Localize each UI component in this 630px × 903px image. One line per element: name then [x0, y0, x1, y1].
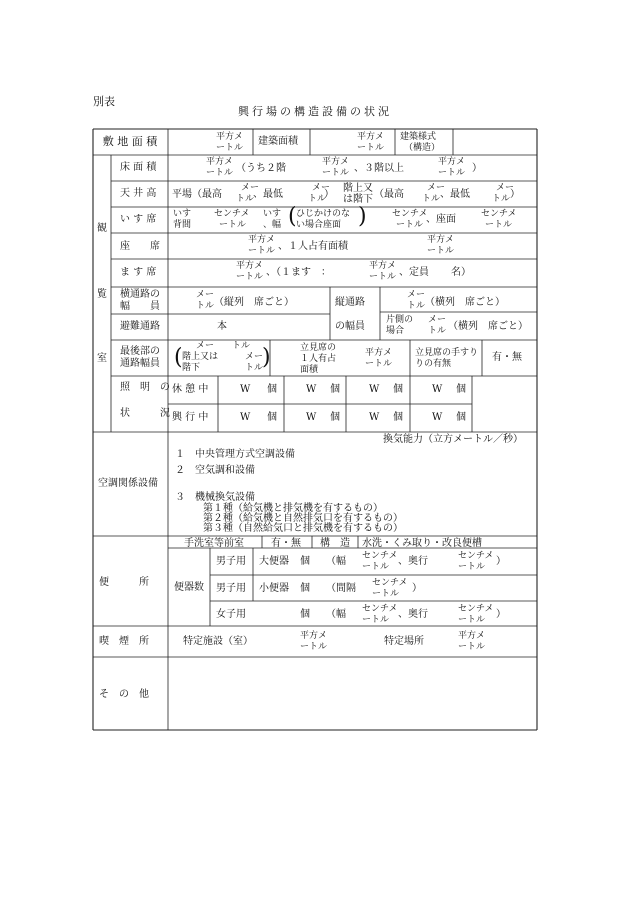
female-label: 女子用: [216, 609, 246, 620]
unit-cm: ートル: [458, 615, 486, 625]
smoking-label: 喫 煙 所: [99, 636, 149, 647]
unit-sqm: 平方メ: [300, 631, 328, 641]
unit-cm: ートル: [219, 220, 247, 230]
count-unit: 個: [267, 384, 277, 395]
unit-sqm: 平方メ: [248, 235, 276, 245]
unit-cm: センチメ: [362, 604, 398, 614]
unit-sqm: ートル: [427, 246, 455, 256]
male-label: 男子用: [216, 556, 246, 567]
unit-sqm: 平方メ: [365, 348, 393, 358]
wash-room: 手洗室等前室: [184, 538, 244, 549]
unit-sqm: ートル: [300, 642, 328, 652]
unit-sqm: 平方メ: [206, 157, 234, 167]
unit-sqm: ートル: [369, 272, 397, 282]
ceiling-upper-max: （最高: [374, 189, 404, 200]
close-paren: ）: [496, 609, 506, 620]
evac-value: 本: [217, 321, 227, 332]
building-style-label: （構造）: [404, 143, 441, 153]
count-unit: 個: [393, 384, 403, 395]
audience-room-label: 観: [97, 223, 107, 234]
unit-m: メー: [241, 183, 260, 193]
ac-item-3: ３ 機械換気設備: [175, 492, 255, 503]
unit-sqm: 平方メ: [236, 261, 264, 271]
unit-sqm: 平方メ: [357, 132, 385, 142]
piece-unit: 個: [300, 556, 310, 567]
last-upper: 階上又は: [182, 352, 219, 362]
floor-note: 、３階以上: [354, 163, 404, 174]
armless-text: ひじかけのな: [296, 209, 351, 219]
unit-sqm: ートル: [322, 168, 350, 178]
unit-m: トル: [428, 326, 447, 336]
piece-unit: 個: [300, 609, 310, 620]
last-upper: 階下: [182, 363, 201, 373]
building-area-label: 建築面積: [258, 136, 298, 147]
show-label: 興 行 中: [172, 412, 209, 423]
unit-m: メー: [196, 290, 215, 300]
ac-item-2: ２ 空気調和設備: [175, 465, 255, 476]
count-unit: 個: [330, 412, 340, 423]
watt-unit: W: [240, 384, 251, 395]
count-unit: 個: [267, 412, 277, 423]
last-aisle-label: 最後部の: [120, 346, 160, 357]
unit-sqm: 平方メ: [216, 132, 244, 142]
ceiling-min: 、最低: [440, 189, 470, 200]
vaisle-label: 縦通路: [335, 297, 365, 308]
ceiling-upper: は階下: [343, 194, 373, 205]
lighting-label: 照 明 の: [120, 382, 170, 393]
unit-m: トル: [407, 301, 426, 311]
unit-m: トル: [236, 194, 255, 204]
seat-text: いす: [263, 209, 282, 219]
attachment-label: 別表: [93, 95, 115, 108]
unit-cm: ートル: [372, 589, 400, 599]
depth: 、奥行: [398, 556, 428, 567]
unit-cm: ートル: [396, 220, 424, 230]
rail-label: 立見席の手すり: [415, 348, 479, 358]
watt-unit: W: [369, 412, 380, 423]
unit-cm: センチメ: [458, 604, 494, 614]
seat-text: いす: [173, 209, 192, 219]
unit-sqm: 平方メ: [369, 261, 397, 271]
count-unit: 個: [330, 384, 340, 395]
interval: （間隔: [326, 583, 356, 594]
width-open: （幅: [326, 609, 346, 620]
unit-m: トル: [308, 194, 327, 204]
unit-sqm: ートル: [365, 359, 393, 369]
unit-cm: センチメ: [458, 551, 494, 561]
armless-text: い場合座面: [296, 220, 342, 230]
small-label: 小便器: [259, 583, 289, 594]
unit-m: トル: [422, 194, 441, 204]
per-person: 、１人占有面積: [278, 241, 348, 252]
vaisle-rows: （横列 席ごと）: [425, 297, 505, 308]
unit-sqm: 平方メ: [458, 631, 486, 641]
specified-facility: 特定施設（室）: [183, 636, 253, 647]
unit-cm: センチメ: [481, 209, 517, 219]
seat-area-label: 座 席: [120, 241, 160, 252]
lighting-label: 状 況: [120, 408, 170, 419]
ac-label: 空調関係設備: [98, 478, 158, 489]
aisle-rows: （縦列 席ごと）: [214, 297, 294, 308]
unit-sqm: ートル: [216, 143, 244, 153]
seats-label: い す 席: [120, 214, 157, 225]
unit-cm: センチメ: [362, 551, 398, 561]
unit-sqm: ートル: [206, 168, 234, 178]
width-open: （幅: [326, 556, 346, 567]
bracket-close: ): [262, 345, 271, 370]
unit-m: メー: [312, 183, 331, 193]
standing-label: １人有占: [300, 354, 337, 364]
unit-m: メー: [428, 315, 447, 325]
one-side: 場合: [386, 326, 405, 336]
close-paren: ）: [472, 163, 482, 174]
ac-item-3c: 第３種（自然給気口と排気機を有するもの）: [203, 523, 403, 534]
ac-item-1: １ 中央管理方式空調設備: [175, 449, 295, 460]
unit-sqm: ートル: [248, 246, 276, 256]
male-label: 男子用: [216, 583, 246, 594]
specified-place: 特定場所: [384, 636, 424, 647]
fixtures-label: 便器数: [174, 582, 204, 593]
count-unit: 個: [456, 384, 466, 395]
unit-m: トル: [245, 363, 264, 373]
unit-sqm: ートル: [458, 642, 486, 652]
unit-m: トル: [492, 194, 511, 204]
last-aisle-label: 通路幅員: [120, 358, 160, 369]
bracket-close: ): [358, 204, 367, 229]
count-unit: 個: [456, 412, 466, 423]
unit-sqm: ートル: [236, 272, 264, 282]
box-per: 、（１ます ：: [266, 267, 331, 278]
standing-label: 面積: [300, 365, 319, 375]
rest-label: 休 憩 中: [172, 384, 209, 395]
unit-sqm: ートル: [438, 168, 466, 178]
ceiling-upper: 階上又: [343, 183, 373, 194]
unit-cm: センチメ: [372, 578, 408, 588]
ceiling-min: 、最低: [253, 189, 283, 200]
standing-label: 立見席の: [300, 343, 337, 353]
watt-unit: W: [432, 412, 443, 423]
seat-surface: 、座面: [426, 214, 456, 225]
toilet-label: 便 所: [99, 577, 149, 588]
unit-sqm: ートル: [357, 143, 385, 153]
ac-item-3b: 第２種（給気機と自然排気口を有するもの）: [203, 513, 403, 524]
capacity-unit: 名）: [451, 267, 471, 278]
bracket-open: (: [288, 204, 297, 229]
structure-label: 構 造: [320, 538, 350, 549]
unit-m: メー: [407, 290, 426, 300]
count-unit: 個: [393, 412, 403, 423]
unit-m: メー: [496, 183, 515, 193]
watt-unit: W: [240, 412, 251, 423]
ceiling-label: 天 井 高: [120, 188, 157, 199]
unit-sqm: 平方メ: [427, 235, 455, 245]
vaisle-rows: （横列 席ごと）: [448, 321, 528, 332]
unit-m: メー: [427, 183, 446, 193]
rail-label: りの有無: [415, 359, 452, 369]
site-area-label: 敷 地 面 積: [102, 135, 158, 148]
close-paren: ）: [324, 189, 334, 200]
unit-cm: ートル: [485, 220, 513, 230]
unit-m: トル: [232, 341, 251, 351]
seat-text: 背間: [173, 220, 192, 230]
ceiling-flat: 平場（最高: [172, 189, 222, 200]
vaisle-label: の幅員: [335, 321, 365, 332]
close-paren: ）: [510, 189, 520, 200]
unit-cm: ートル: [362, 562, 390, 572]
other-label: そ の 他: [99, 689, 149, 700]
watt-unit: W: [432, 384, 443, 395]
box-seats-label: ま す 席: [120, 267, 157, 278]
unit-m: メー: [196, 341, 215, 351]
aisle-label: 幅 員: [120, 301, 160, 312]
aisle-label: 横通路の: [120, 289, 160, 300]
unit-cm: センチメ: [214, 209, 250, 219]
watt-unit: W: [369, 384, 380, 395]
large-label: 大便器: [259, 556, 289, 567]
ac-item-3a: 第１種（給気機と排気機を有するもの）: [203, 503, 383, 514]
yes-no: 有・無: [492, 352, 522, 363]
audience-room-label: 室: [97, 353, 107, 364]
depth: 、奥行: [398, 609, 428, 620]
bracket-open: (: [174, 345, 183, 370]
toilet-type: 水洗・くみ取り・改良便槽: [362, 538, 482, 549]
watt-unit: W: [306, 384, 317, 395]
piece-unit: 個: [300, 583, 310, 594]
close-paren: ）: [496, 556, 506, 567]
audience-room-label: 覧: [97, 289, 107, 300]
vent-capacity: 換気能力（立方メートル／秒）: [383, 434, 523, 445]
floor-note: （うち２階: [236, 163, 286, 174]
watt-unit: W: [306, 412, 317, 423]
unit-cm: ートル: [362, 615, 390, 625]
document-title: 興行場の構造設備の状況: [238, 105, 392, 118]
yes-no: 有・無: [271, 538, 301, 549]
unit-sqm: 平方メ: [438, 157, 466, 167]
building-style-label: 建築様式: [400, 132, 437, 142]
floor-area-label: 床 面 積: [120, 162, 157, 173]
unit-cm: センチメ: [392, 209, 428, 219]
unit-sqm: 平方メ: [322, 157, 350, 167]
unit-m: トル: [196, 301, 215, 311]
close-paren: ）: [412, 583, 422, 594]
capacity: 、定員: [399, 267, 429, 278]
one-side: 片側の: [386, 315, 414, 325]
evac-label: 避難通路: [120, 321, 160, 332]
unit-m: メー: [245, 352, 264, 362]
unit-cm: ートル: [458, 562, 486, 572]
seat-text: 、幅: [263, 220, 282, 230]
